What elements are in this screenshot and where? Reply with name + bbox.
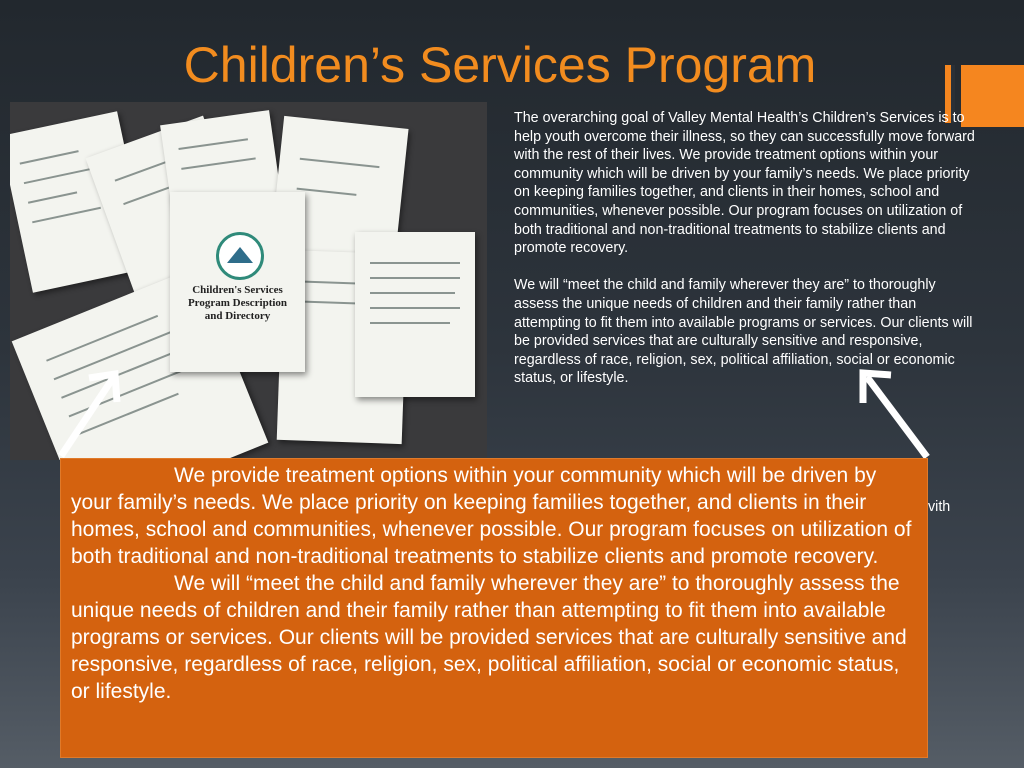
directory-title: Children's Services Program Description and Directory <box>187 284 288 322</box>
arrow-left <box>55 368 125 460</box>
body-text <box>514 109 984 407</box>
slide-title: Children’s Services Program <box>183 37 817 93</box>
callout-paragraph-1: We provide treatment options within your community which will be driven by your family’s needs. We place priority on keeping families together, and clients in their homes, school and communities, whenever possible. Our program focuses on utilization of both traditional and non-traditional treatments to stabilize clients and promote recovery. <box>71 464 912 568</box>
program-directory-doc <box>170 192 305 372</box>
body-paragraph-2: We will “meet the child and family wherever they are” to thoroughly assess the unique needs of children and their family rather than attempting to fit them into available programs or services. Our clients will be provided services that are culturally sensitive and responsive, regardless of race, religion, sex, political affiliation, social or economic status, or lifestyle. <box>514 277 973 387</box>
organization-logo <box>216 232 264 280</box>
callout-box <box>60 458 928 758</box>
body-text-fragment: vith <box>928 499 951 515</box>
body-paragraph-1: The overarching goal of Valley Mental Health’s Children’s Services is to help youth overcome their illness, so they can successfully move forward with the rest of their lives. We provide treatment options within your community which will be driven by your family’s needs. We place priority on keeping families together, and clients in their homes, school and communities, whenever possible. Our program focuses on utilization of both traditional and non-traditional treatments to stabilize clients and promote recovery. <box>514 110 975 257</box>
callout-paragraph-2: We will “meet the child and family wherever they are” to thoroughly assess the unique needs of children and their family rather than attempting to fit them into available programs or services. Our clients will be provided services that are culturally sensitive and responsive, regardless of race, religion, sex, political affiliation, social or economic status, or lifestyle. <box>71 572 907 703</box>
paper-doc <box>355 232 475 397</box>
arrow-right <box>855 365 935 460</box>
